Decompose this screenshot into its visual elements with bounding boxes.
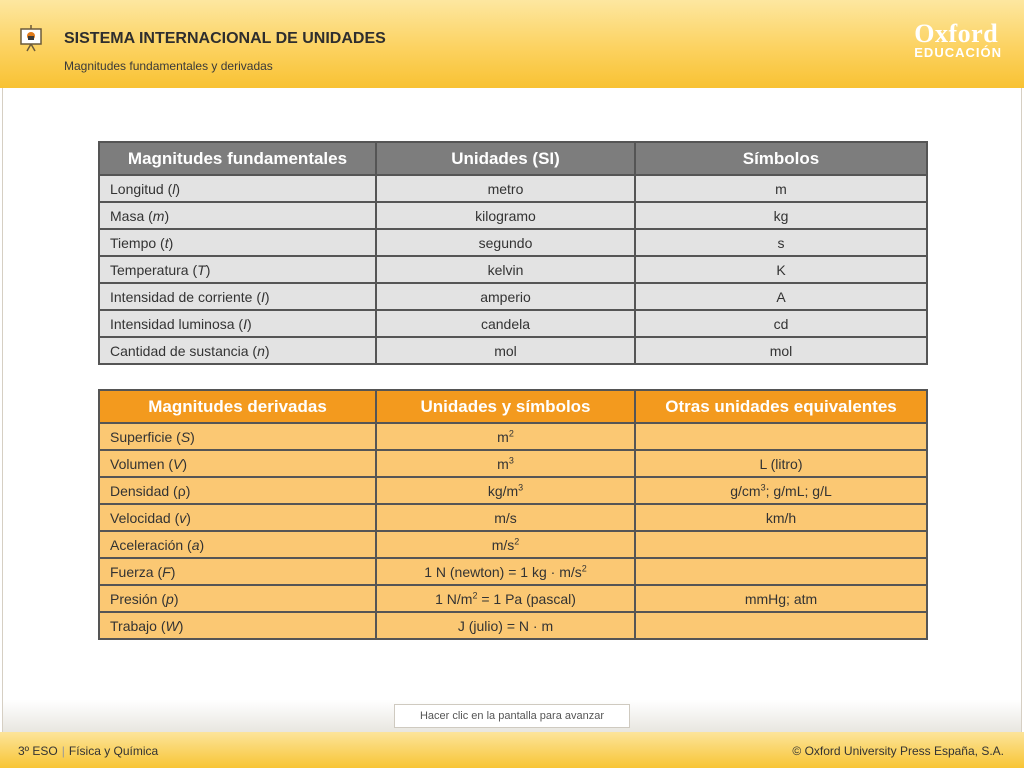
magnitude-name: Masa — [110, 207, 145, 224]
symbol-cell: m — [635, 175, 927, 202]
unit-exponent: 3 — [508, 454, 514, 465]
table-row — [99, 423, 927, 450]
unit-cell: metro — [376, 175, 635, 202]
unit-tail: = 1 Pa (pascal) — [477, 590, 576, 607]
magnitude-name: Intensidad luminosa — [110, 315, 235, 332]
magnitude-variable: m — [152, 207, 165, 224]
unit-cell — [376, 531, 635, 558]
unit-cell — [376, 450, 635, 477]
magnitude-name: Cantidad de sustancia — [110, 342, 249, 359]
magnitude-variable: I — [243, 315, 247, 332]
equivalent-cell — [635, 423, 927, 450]
table-row — [99, 477, 927, 504]
column-header: Otras unidades equivalentes — [635, 390, 927, 423]
magnitude-name: Intensidad de corriente — [110, 288, 253, 305]
unit-cell — [376, 423, 635, 450]
unit-cell — [376, 558, 635, 585]
table-row — [99, 175, 927, 202]
unit-base: m — [497, 428, 509, 445]
unit-exponent: 2 — [508, 427, 514, 438]
unit-base: kg/m — [487, 482, 519, 499]
unit-cell: kelvin — [376, 256, 635, 283]
magnitude-variable: W — [165, 617, 179, 634]
equivalent-b: ; g/mL; g/L — [765, 482, 832, 499]
unit-base: m — [497, 455, 509, 472]
copyright-text: © Oxford University Press España, S.A. — [792, 744, 1004, 758]
header-bar — [0, 0, 1024, 88]
symbol-cell: s — [635, 229, 927, 256]
magnitude-name: Velocidad — [110, 509, 171, 526]
magnitude-name: Superficie — [110, 428, 173, 445]
unit-base: 1 N (newton) = 1 kg · m/s — [424, 563, 582, 580]
symbol-cell: cd — [635, 310, 927, 337]
table-row — [99, 310, 927, 337]
unit-exponent: 2 — [581, 562, 587, 573]
unit-cell: mol — [376, 337, 635, 364]
symbol-cell: K — [635, 256, 927, 283]
equivalent-cell — [635, 477, 927, 504]
magnitude-variable: V — [173, 455, 183, 472]
magnitude-name: Temperatura — [110, 261, 189, 278]
magnitude-cell: Volumen (V) — [99, 450, 376, 477]
unit-base: J (julio) = N · m — [457, 617, 554, 634]
equivalent-cell — [635, 450, 927, 477]
column-header: Magnitudes derivadas — [99, 390, 376, 423]
unit-exponent: 3 — [518, 481, 524, 492]
magnitude-variable: t — [164, 234, 169, 251]
magnitude-cell: Trabajo (W) — [99, 612, 376, 639]
magnitude-variable: F — [162, 563, 171, 580]
footer-course-info: 3º ESO | Física y Química — [18, 744, 159, 758]
magnitude-cell: Densidad (ρ) — [99, 477, 376, 504]
magnitude-name: Trabajo — [110, 617, 157, 634]
magnitude-cell: Cantidad de sustancia (n) — [99, 337, 376, 364]
magnitude-variable: n — [257, 342, 265, 359]
magnitude-cell: Tiempo (t) — [99, 229, 376, 256]
magnitude-name: Tiempo — [110, 234, 157, 251]
equivalent-cell — [635, 531, 927, 558]
table-row — [99, 337, 927, 364]
magnitude-variable: v — [179, 509, 187, 526]
unit-base: 1 N/m — [435, 590, 473, 607]
magnitude-variable: I — [261, 288, 265, 305]
brand-sub: EDUCACIÓN — [914, 45, 1002, 60]
unit-base: m/s — [494, 509, 517, 526]
unit-cell — [376, 477, 635, 504]
magnitude-name: Densidad — [110, 482, 170, 499]
magnitude-cell: Fuerza (F) — [99, 558, 376, 585]
magnitude-cell: Aceleración (a) — [99, 531, 376, 558]
equivalent-a: g/cm — [730, 482, 761, 499]
table-row — [99, 531, 927, 558]
magnitude-variable: l — [172, 180, 176, 197]
unit-cell: candela — [376, 310, 635, 337]
magnitude-name: Fuerza — [110, 563, 154, 580]
symbol-cell: A — [635, 283, 927, 310]
magnitude-cell: Intensidad de corriente (I) — [99, 283, 376, 310]
oxford-logo — [914, 19, 1002, 60]
unit-cell: kilogramo — [376, 202, 635, 229]
unit-cell: amperio — [376, 283, 635, 310]
unit-base: m/s — [491, 536, 515, 553]
equivalent-a: mmHg; atm — [744, 590, 818, 607]
magnitude-variable: a — [191, 536, 200, 553]
magnitude-variable: T — [197, 261, 206, 278]
unit-exponent: 2 — [514, 535, 520, 546]
equivalent-cell — [635, 558, 927, 585]
column-header: Unidades y símbolos — [376, 390, 635, 423]
magnitude-name: Volumen — [110, 455, 165, 472]
magnitude-cell: Intensidad luminosa (I) — [99, 310, 376, 337]
magnitude-name: Presión — [110, 590, 158, 607]
advance-button[interactable]: Hacer clic en la pantalla para avanzar — [394, 704, 630, 728]
column-header: Unidades (SI) — [376, 142, 635, 175]
equivalent-a: km/h — [765, 509, 797, 526]
table-row — [99, 283, 927, 310]
table-row — [99, 585, 927, 612]
equivalent-a: L (litro) — [759, 455, 803, 472]
derived-table — [98, 389, 928, 640]
table-row — [99, 612, 927, 639]
table-row — [99, 504, 927, 531]
subject-label: Física y Química — [68, 744, 159, 758]
presentation-icon — [20, 24, 42, 52]
unit-cell — [376, 612, 635, 639]
magnitude-cell: Velocidad (v) — [99, 504, 376, 531]
table-row — [99, 202, 927, 229]
column-header: Símbolos — [635, 142, 927, 175]
table-row — [99, 450, 927, 477]
page-subtitle: Magnitudes fundamentales y derivadas — [64, 59, 273, 73]
symbol-cell: kg — [635, 202, 927, 229]
fundamental-table — [98, 141, 928, 365]
magnitude-cell: Superficie (S) — [99, 423, 376, 450]
magnitude-cell: Presión (p) — [99, 585, 376, 612]
page-title: SISTEMA INTERNACIONAL DE UNIDADES — [64, 30, 386, 47]
table-row — [99, 558, 927, 585]
unit-cell — [376, 504, 635, 531]
table-row — [99, 256, 927, 283]
footer-bar — [0, 732, 1024, 768]
magnitude-variable: S — [180, 428, 191, 445]
equivalent-exponent: 3 — [760, 481, 766, 492]
magnitude-name: Longitud — [110, 180, 164, 197]
equivalent-cell — [635, 504, 927, 531]
magnitude-name: Aceleración — [110, 536, 184, 553]
equivalent-cell — [635, 585, 927, 612]
table-row — [99, 229, 927, 256]
course-label: 3º ESO — [18, 744, 58, 758]
magnitude-variable: ρ — [177, 482, 186, 499]
column-header: Magnitudes fundamentales — [99, 142, 376, 175]
magnitude-cell: Longitud (l) — [99, 175, 376, 202]
magnitude-cell: Masa (m) — [99, 202, 376, 229]
brand-name: Oxford — [914, 19, 999, 48]
unit-cell: segundo — [376, 229, 635, 256]
unit-exponent: 2 — [472, 589, 478, 600]
symbol-cell: mol — [635, 337, 927, 364]
magnitude-variable: p — [166, 590, 174, 607]
equivalent-cell — [635, 612, 927, 639]
unit-cell — [376, 585, 635, 612]
magnitude-cell: Temperatura (T) — [99, 256, 376, 283]
